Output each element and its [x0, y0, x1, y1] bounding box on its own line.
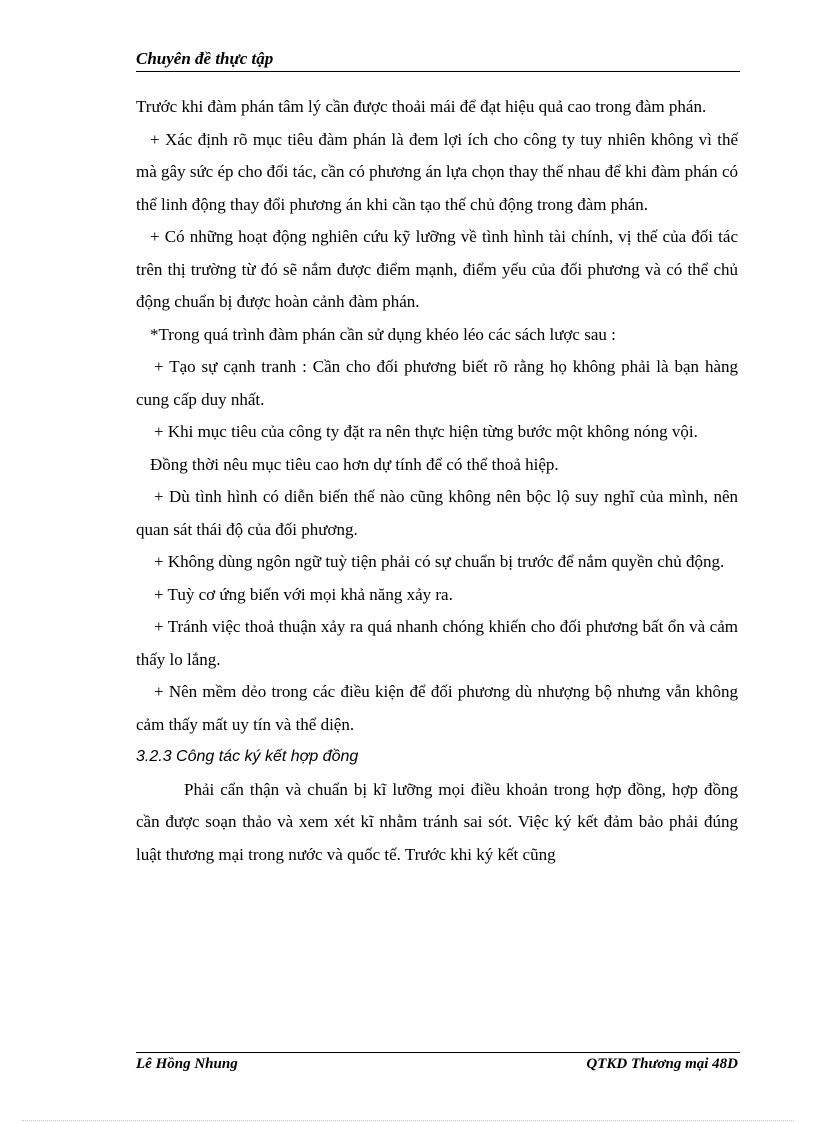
paragraph-bullet-research: + Có những hoạt động nghiên cứu kỹ lưỡng về tình hình tài chính, vị thế của đối tác trên thị trường từ đó sẽ nắm được điểm mạnh, điểm yếu của đối phương và có thể chủ động chuẩn bị được hoàn cảnh đàm phán.: [136, 227, 738, 311]
paragraph-bullet-stepwise: + Khi mục tiêu của công ty đặt ra nên thực hiện từng bước một không nóng vội.: [154, 422, 698, 441]
paragraph-bullet-objective: + Xác định rõ mục tiêu đàm phán là đem lợi ích cho công ty tuy nhiên không vì thế mà gây sức ép cho đối tác, cần có phương án lựa chọn thay thế nhau để khi đàm phán có thể linh động thay đổi phương án khi cần tạo thế chủ động trong đàm phán.: [136, 129, 738, 214]
footer-divider: [136, 1052, 740, 1053]
page-header-title: Chuyên đề thực tập: [136, 49, 274, 68]
footer-class: QTKD Thương mại 48D: [586, 1056, 738, 1072]
paragraph-intro: Trước khi đàm phán tâm lý cần được thoải mái để đạt hiệu quả cao trong đàm phán.: [136, 97, 707, 116]
paragraph-bullet-pace: + Tránh việc thoả thuận xảy ra quá nhanh chóng khiến cho đối phương bất ổn và cảm thấy lo lắng.: [136, 617, 738, 669]
paragraph-bullet-competition: + Tạo sự cạnh tranh : Cần cho đối phương biết rõ rằng họ không phải là bạn hàng cung cấp duy nhất.: [136, 357, 738, 409]
paragraph-contract: Phải cẩn thận và chuẩn bị kĩ lưỡng mọi điều khoản trong hợp đồng, hợp đồng cần được soạn thảo và xem xét kĩ nhằm tránh sai sót. Việc ký kết đảm bảo phải đúng luật thương mại trong nước và quốc tế. Trước khi ký kết cũng: [136, 779, 738, 864]
paragraph-bullet-language: + Không dùng ngôn ngữ tuỳ tiện phải có sự chuẩn bị trước để nắm quyền chủ động.: [154, 552, 725, 571]
page-bottom-edge: [22, 1120, 794, 1121]
paragraph-bullet-flexible: + Nên mềm dẻo trong các điều kiện để đối phương dù nhượng bộ nhưng vẫn không cảm thấy mất uy tín và thể diện.: [136, 682, 738, 734]
paragraph-bullet-observe: + Dù tình hình có diễn biến thế nào cũng không nên bộc lộ suy nghĩ của mình, nên quan sát thái độ của đối phương.: [136, 487, 738, 539]
paragraph-higher-target: Đồng thời nêu mục tiêu cao hơn dự tính để có thể thoả hiệp.: [150, 454, 559, 474]
section-heading: 3.2.3 Công tác ký kết hợp đồng: [136, 748, 359, 765]
document-body: [136, 91, 738, 871]
paragraph-tactics-intro: *Trong quá trình đàm phán cần sử dụng khéo léo các sách lược sau :: [150, 324, 616, 344]
paragraph-bullet-adapt: + Tuỳ cơ ứng biến với mọi khả năng xảy ra.: [154, 584, 453, 604]
header-divider: [136, 71, 740, 72]
footer-author: Lê Hồng Nhung: [136, 1056, 238, 1072]
